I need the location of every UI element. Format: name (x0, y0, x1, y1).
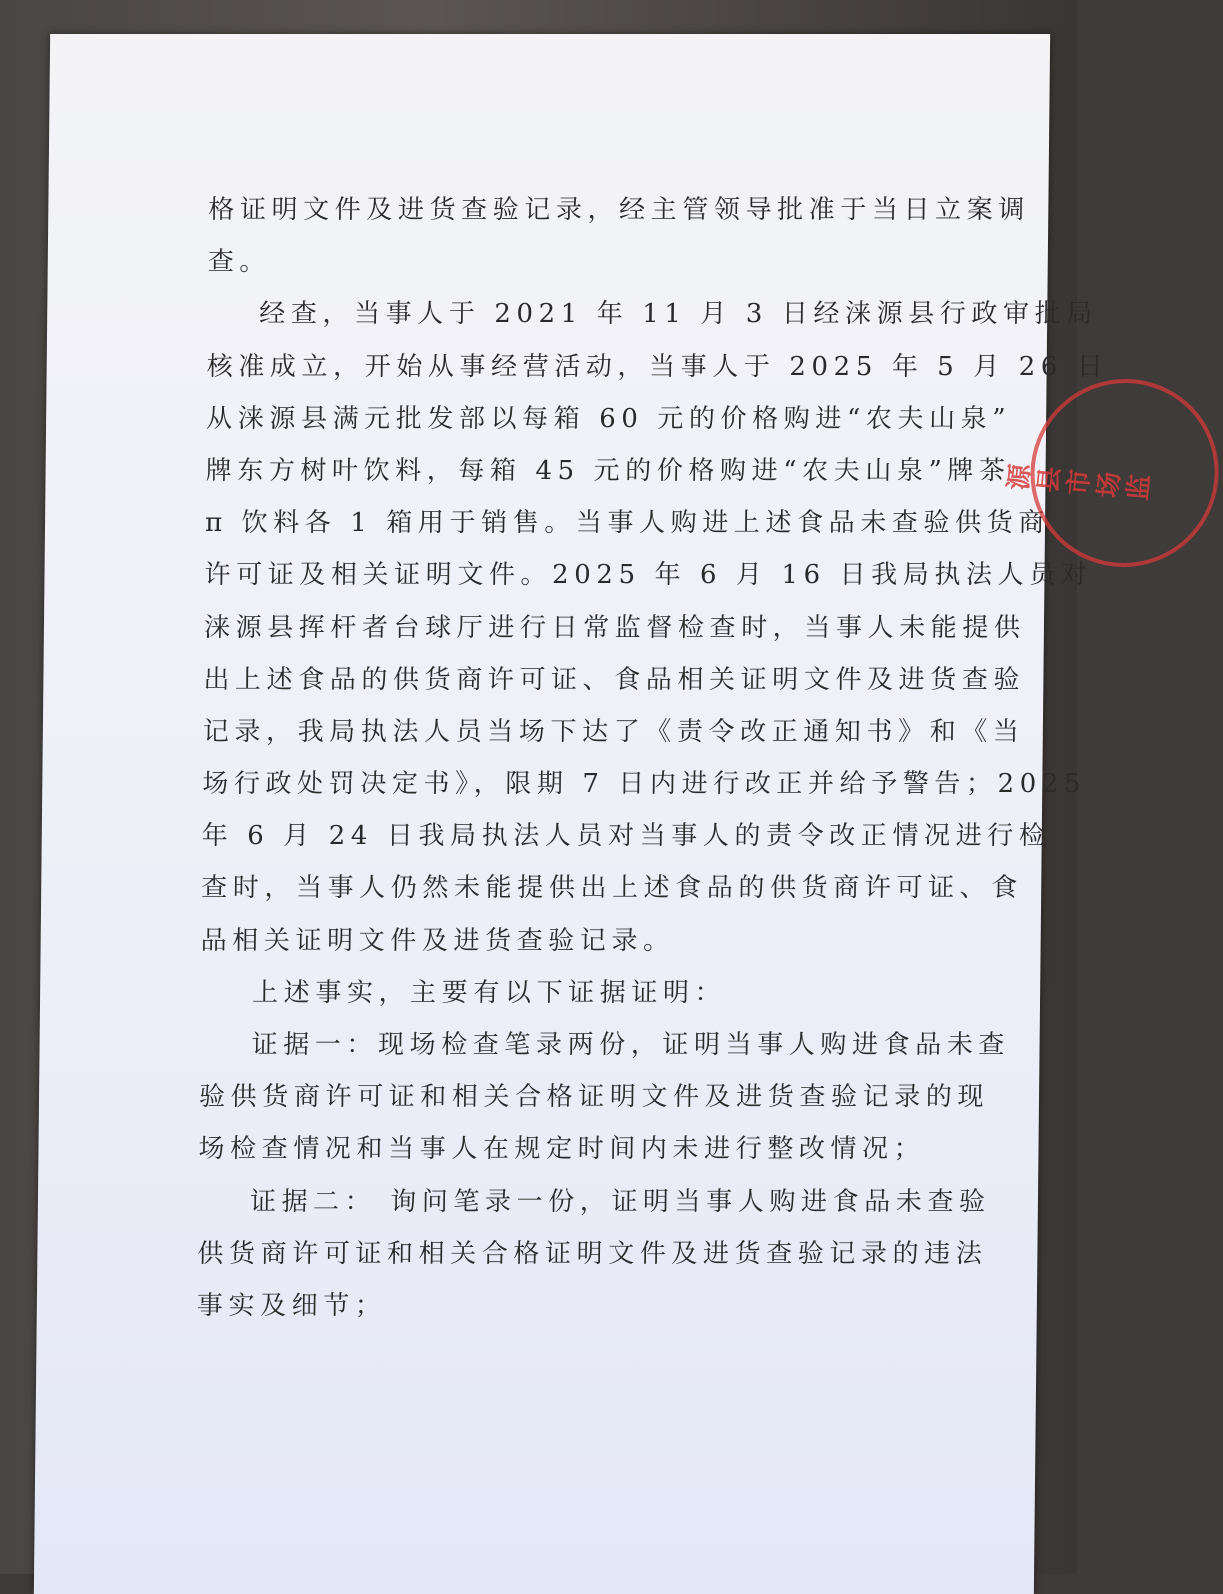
paragraph-line: 证据一：现场检查笔录两份，证明当事人购进食品未查 (251, 1030, 1011, 1060)
text-line: 涞源县挥杆者台球厅进行日常监督检查时，当事人未能提供 (203, 612, 1026, 643)
text-line: 事实及细节； (196, 1290, 387, 1321)
text-line: 许可证及相关证明文件。2025 年 6 月 16 日我局执法人员对 (204, 560, 1093, 591)
text-line: 从涞源县满元批发部以每箱 60 元的价格购进“农夫山泉” (205, 403, 1012, 434)
text-line: 查时，当事人仍然未能提供出上述食品的供货商许可证、食 (201, 873, 1023, 904)
text-line: 年 6 月 24 日我局执法人员对当事人的责令改正情况进行检 (201, 821, 1051, 852)
document-page (34, 34, 1156, 1594)
text-line: π 饮料各 1 箱用于销售。当事人购进上述食品未查验供货商 (204, 508, 1051, 539)
text-line: 供货商许可证和相关合格证明文件及进货查验记录的违法 (197, 1238, 988, 1269)
text-line: 出上述食品的供货商许可证、食品相关证明文件及进货查验 (203, 664, 1026, 695)
seal-stamp-text: 源县市场监 (1003, 462, 1156, 502)
paragraph-line: 证据二： 询问笔录一份，证明当事人购进食品未查验 (249, 1186, 991, 1217)
text-line: 场检查情况和当事人在规定时间内未进行整改情况； (198, 1134, 926, 1165)
text-line: 牌东方树叶饮料，每箱 45 元的价格购进“农夫山泉”牌茶 (205, 455, 1011, 486)
text-line: 核准成立，开始从事经营活动，当事人于 2025 年 5 月 26 日 (206, 351, 1109, 382)
text-line: 格证明文件及进货查验记录，经主管领导批准于当日立案调 (208, 195, 1031, 225)
paragraph-line: 上述事实，主要有以下证据证明： (251, 977, 727, 1008)
text-line: 记录，我局执法人员当场下达了《责令改正通知书》和《当 (202, 716, 1025, 747)
text-line: 场行政处罚决定书》，限期 7 日内进行改正并给予警告；2025 (202, 769, 1087, 800)
text-line: 验供货商许可证和相关合格证明文件及进货查验记录的现 (198, 1082, 990, 1113)
text-line: 品相关证明文件及进货查验记录。 (200, 925, 675, 956)
text-line: 查。 (207, 247, 272, 278)
paragraph-line: 经查，当事人于 2021 年 11 月 3 日经涞源县行政审批局 (259, 299, 1098, 330)
